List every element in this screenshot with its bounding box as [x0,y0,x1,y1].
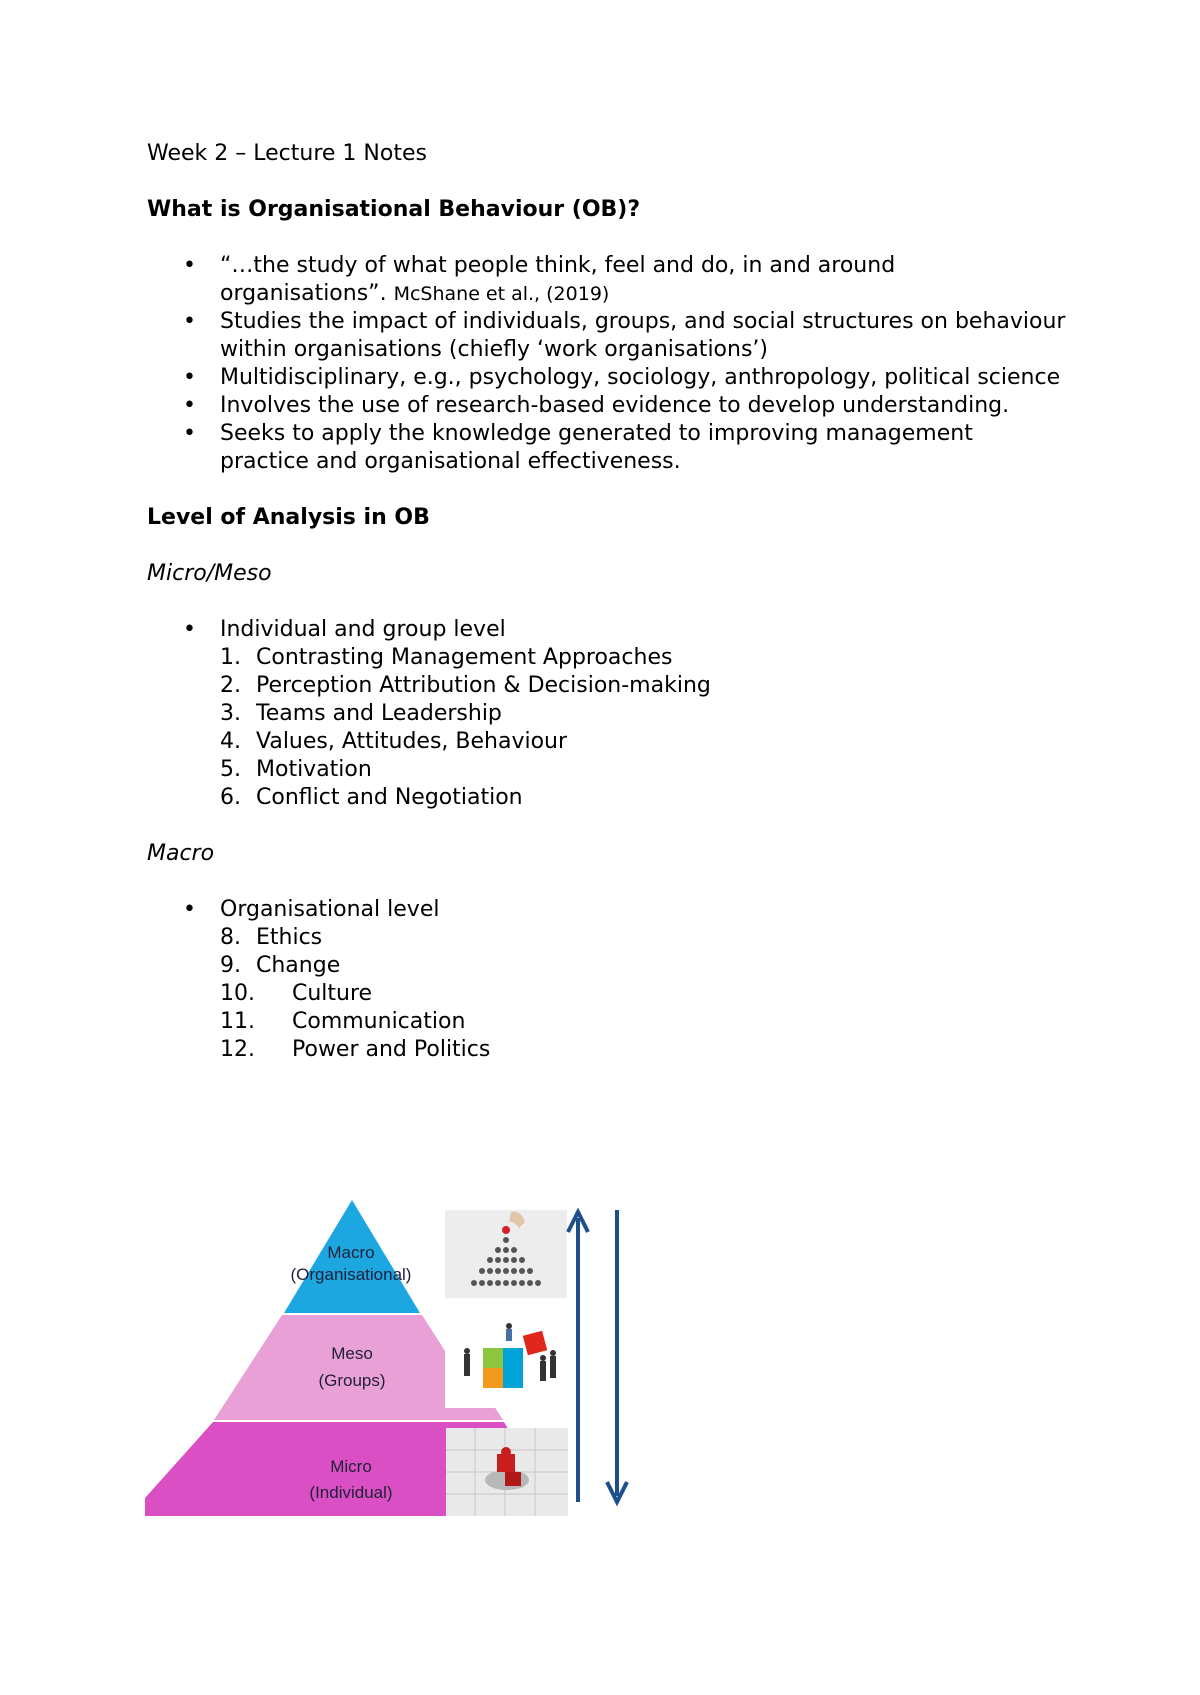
list-item: 9. Change [220,953,341,978]
list-item: • “…the study of what people think, feel and do, in and around organisations”. McShane et al., (2019) [147,252,1067,308]
macro-bullet-list [147,896,1067,924]
micro-topic-list [147,644,1067,812]
list-item: • Involves the use of research-based evidence to develop understanding. [147,392,1067,420]
tier-macro-label: Macro [327,1243,375,1262]
ob-definition-list [147,252,1067,476]
micro-bullet-list [147,616,1067,644]
puzzle-piece-image [446,1428,568,1516]
subheading-micro-meso: Micro/Meso [147,561,272,586]
list-item: 3. Teams and Leadership [220,701,502,726]
list-item: • Multidisciplinary, e.g., psychology, sociology, anthropology, political science [147,364,1067,392]
list-item: 2. Perception Attribution & Decision-making [220,673,711,698]
list-item: • Seeks to apply the knowledge generated to improving management practice and organisational effectiveness. [147,420,1067,476]
levels-pyramid-figure [145,1188,705,1548]
list-item: 11. Communication [220,1009,466,1034]
list-item: 6. Conflict and Negotiation [220,785,523,810]
tier-meso-sublabel: (Groups) [318,1371,386,1390]
list-item: 4. Values, Attitudes, Behaviour [220,729,568,754]
tier-micro-sublabel: (Individual) [309,1483,393,1502]
list-item: 12. Power and Politics [220,1037,491,1062]
list-item: • Individual and group level [147,616,1067,644]
people-pyramid-image [445,1210,567,1298]
section-heading-what-is-ob: What is Organisational Behaviour (OB)? [147,197,641,222]
doc-title: Week 2 – Lecture 1 Notes [147,141,427,166]
tier-macro-sublabel: (Organisational) [290,1265,412,1284]
document-page [147,140,1067,1064]
list-item: 10. Culture [220,981,373,1006]
arrow-up-icon [568,1212,588,1502]
macro-topic-list-cont [147,980,1067,1064]
macro-topic-list [147,924,1067,980]
pyramid-svg [145,1188,705,1548]
citation: McShane et al., (2019) [393,283,610,305]
list-item: 1. Contrasting Management Approaches [220,645,673,670]
list-item: • Studies the impact of individuals, groups, and social structures on behaviour within organisations (chiefly ‘work organisations’) [147,308,1067,364]
tier-meso-label: Meso [331,1344,373,1363]
section-heading-levels: Level of Analysis in OB [147,505,430,530]
team-puzzle-image [445,1318,567,1408]
list-item: 8. Ethics [220,925,323,950]
arrow-down-icon [607,1210,627,1502]
tier-micro-label: Micro [330,1457,372,1476]
list-item: 5. Motivation [220,757,372,782]
list-item: • Organisational level [147,896,1067,924]
subheading-macro: Macro [147,841,215,866]
